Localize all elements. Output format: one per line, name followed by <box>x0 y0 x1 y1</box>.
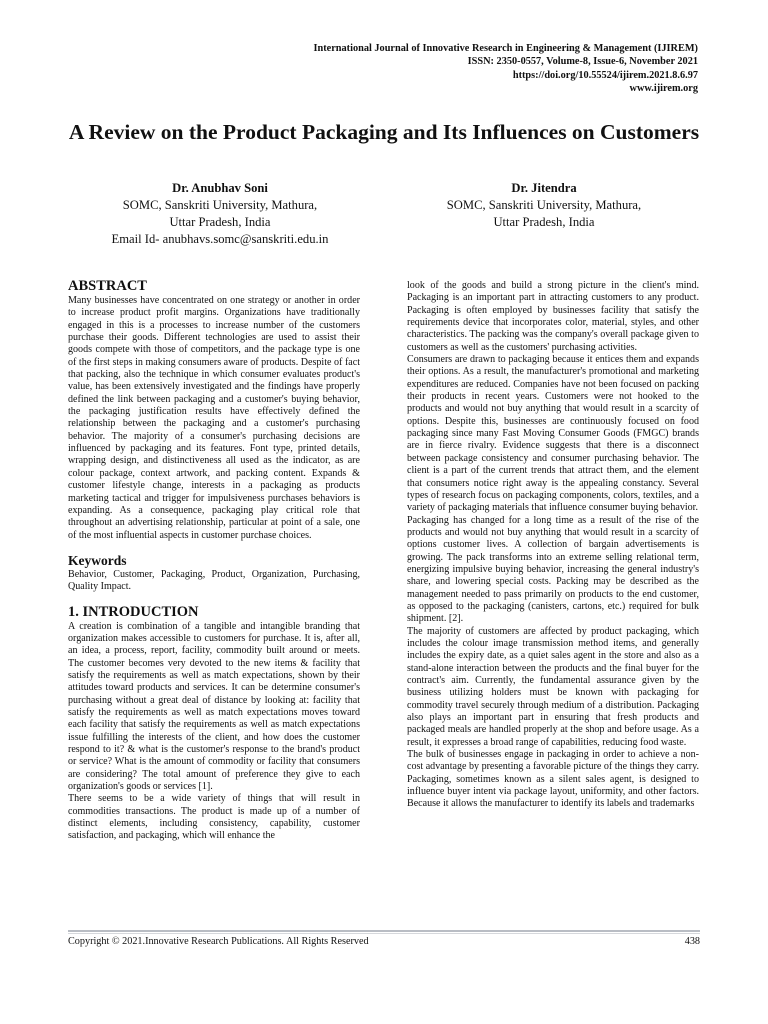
abstract-text: Many businesses have concentrated on one strategy or another in order to increase product profit margins. Organizations have traditionally engaged in this is a processes to increase number of the customers purchase their goods. Different technologies are used to assist their goods compete with those of competitors, and the package type is one of the first steps in making consumers aware of products. Despite of fact that packing, also the technique in which consumer evaluates product's value, has been extensively investigated and the findings have properly defined the link between packaging and a customer's buying behavior, the packaging justification results have effectively defined the relationship between the packaging and a customer's purchasing behavior. The majority of a consumer's purchasing decisions are influenced by packaging and its features. Font type, printed details, wrapping design, and distinctiveness all used as the indicator, as are colour package, context artwork, and packing content. Expands & customer lifestyle change, interests in a packaging as products marketing tactical and trigger for impulsiveness purchases behaviors is expanding. As a consequence, packaging play critical role that throughout an advertising relationship, particular at point of a sale, one of the most influential aspects in customer purchase choices. <box>68 295 360 541</box>
keywords-text: Behavior, Customer, Packaging, Product, Organization, Purchasing, Quality Impact. <box>68 568 360 593</box>
author-name: Dr. Anubhav Soni <box>172 181 268 195</box>
footer-rule <box>68 930 700 932</box>
author-location: Uttar Pradesh, India <box>169 215 271 229</box>
journal-doi[interactable]: https://doi.org/10.55524/ijirem.2021.8.6.97 <box>512 69 698 81</box>
introduction-paragraph: There seems to be a wide variety of things that will result in commodities transactions. The product is made up of a number of distinct elements, including consistency, capability, customer satisfaction, and packaging, which will enhance the <box>68 793 360 842</box>
body-paragraph: Consumers are drawn to packaging because it entices them and expands their options. As a result, the manufacturer's promotional and marketing expenditures are reduced. Companies have not been focused on packing their products in recent years. Customers were not hooked to the products and would not buy anything that would result in a scarcity of options. Despite this, businesses are continuously focused on food packaging since many Fast Moving Consumer Goods (FMGC) brands are in fierce rivalry. Evidence suggests that there is a disconnect between package consistency and consumer purchasing behavior. The client is a part of the current trends that attract them, and the element that consumers notice right away is the appealing constancy. Several types of research focus on packaging components, colors, textiles, and a variety of packaging materials that influence consumer buying behavior. <box>407 354 699 514</box>
journal-website[interactable]: www.ijirem.org <box>629 83 698 95</box>
left-column <box>68 278 360 843</box>
body-paragraph: Packaging has changed for a long time as a result of the rise of the products and would not buy anything that would result in a scarcity of options customer lives. A collection of bargain advertisements is growing. The pack transforms into an extreme selling relational term, energizing impulsive buying behavior, increasing the general industry's share, and lowering special costs. Packing may be described as the management needed to pass primarily on products to the end customer, as opposed to the packaging (canisters, cartons, etc.) required for bulk shipment. [2]. <box>407 514 699 625</box>
footer-rule-thin <box>68 933 700 934</box>
introduction-paragraph: A creation is combination of a tangible and intangible branding that organization makes accessible to customers for purchase. It is, after all, an idea, a process, report, facility, commodity built around or meets. The customer becomes very devoted to the new items & facility that satisfy the requirements as well as match expectations, shown by their attitudes toward products and services. It can be determine consumer's purchasing without a great deal of distance by looking at: facility that satisfy the requirements as well as match expectations moves toward each facility that satisfy the requirements as well as match expectations issue fulfilling the interests of the client, and how does the customer respond to it? & what is the customer's response to the brand's product or service? What is the amount of commodity or facility that consumers are considering? The total amount of preference they give to each organization's goods or services [1]. <box>68 620 360 793</box>
page-number: 438 <box>684 936 700 947</box>
author-block-1 <box>70 180 370 248</box>
journal-issn: ISSN: 2350-0557, Volume-8, Issue-6, November 2021 <box>467 56 698 68</box>
author-email[interactable]: Email Id- anubhavs.somc@sanskriti.edu.in <box>111 232 329 246</box>
author-block-2 <box>384 180 704 231</box>
author-affiliation: SOMC, Sanskriti University, Mathura, <box>122 198 318 212</box>
keywords-heading: Keywords <box>68 552 127 568</box>
page-footer <box>68 936 700 948</box>
body-paragraph: The majority of customers are affected by product packaging, which includes the colour image transmission method items, and generally includes the expiry date, as a quiet sales agent in the store and also as a stand-alone interaction between the products and the final buyer for the contract's aim. Currently, the fundamental assurance given by the business utilizing holders must be known with packaging for commodity travel securely through medium of a distribution. Packaging also plays an important part in ensuring that fresh products and packaged meals are handled properly at the shop and before usage. As a result, it expresses a broad range of capabilities, reducing food waste. <box>407 625 699 748</box>
paper-title: A Review on the Product Packaging and Its Influences on Customers <box>68 120 700 144</box>
journal-header <box>313 42 698 96</box>
body-paragraph: The bulk of businesses engage in packaging in order to achieve a non-cost advantage by presenting a favorable picture of the things they carry. Packaging, sometimes known as a silent sales agent, is designed to influence buyer intent via package layout, uniformity, and other factors. Because it allows the manufacturer to identify its labels and trademarks <box>407 749 699 810</box>
body-paragraph: look of the goods and build a strong picture in the client's mind. Packaging is an important part in attracting customers to any product. Packaging is often employed by businesses facility that satisfy the requirements device that incorporates color, material, styles, and other characteristics. The packing was the company's overall package given to customers as well as the customers' purchasing activities. <box>407 280 699 353</box>
right-column <box>407 280 699 811</box>
author-name: Dr. Jitendra <box>511 181 577 195</box>
abstract-heading: ABSTRACT <box>68 278 147 294</box>
journal-name: International Journal of Innovative Research in Engineering & Management (IJIREM) <box>313 43 698 54</box>
author-affiliation: SOMC, Sanskriti University, Mathura, <box>446 198 642 212</box>
introduction-heading: 1. INTRODUCTION <box>68 603 199 620</box>
author-location: Uttar Pradesh, India <box>493 215 595 229</box>
copyright-text: Copyright © 2021.Innovative Research Publications. All Rights Reserved <box>68 936 369 947</box>
